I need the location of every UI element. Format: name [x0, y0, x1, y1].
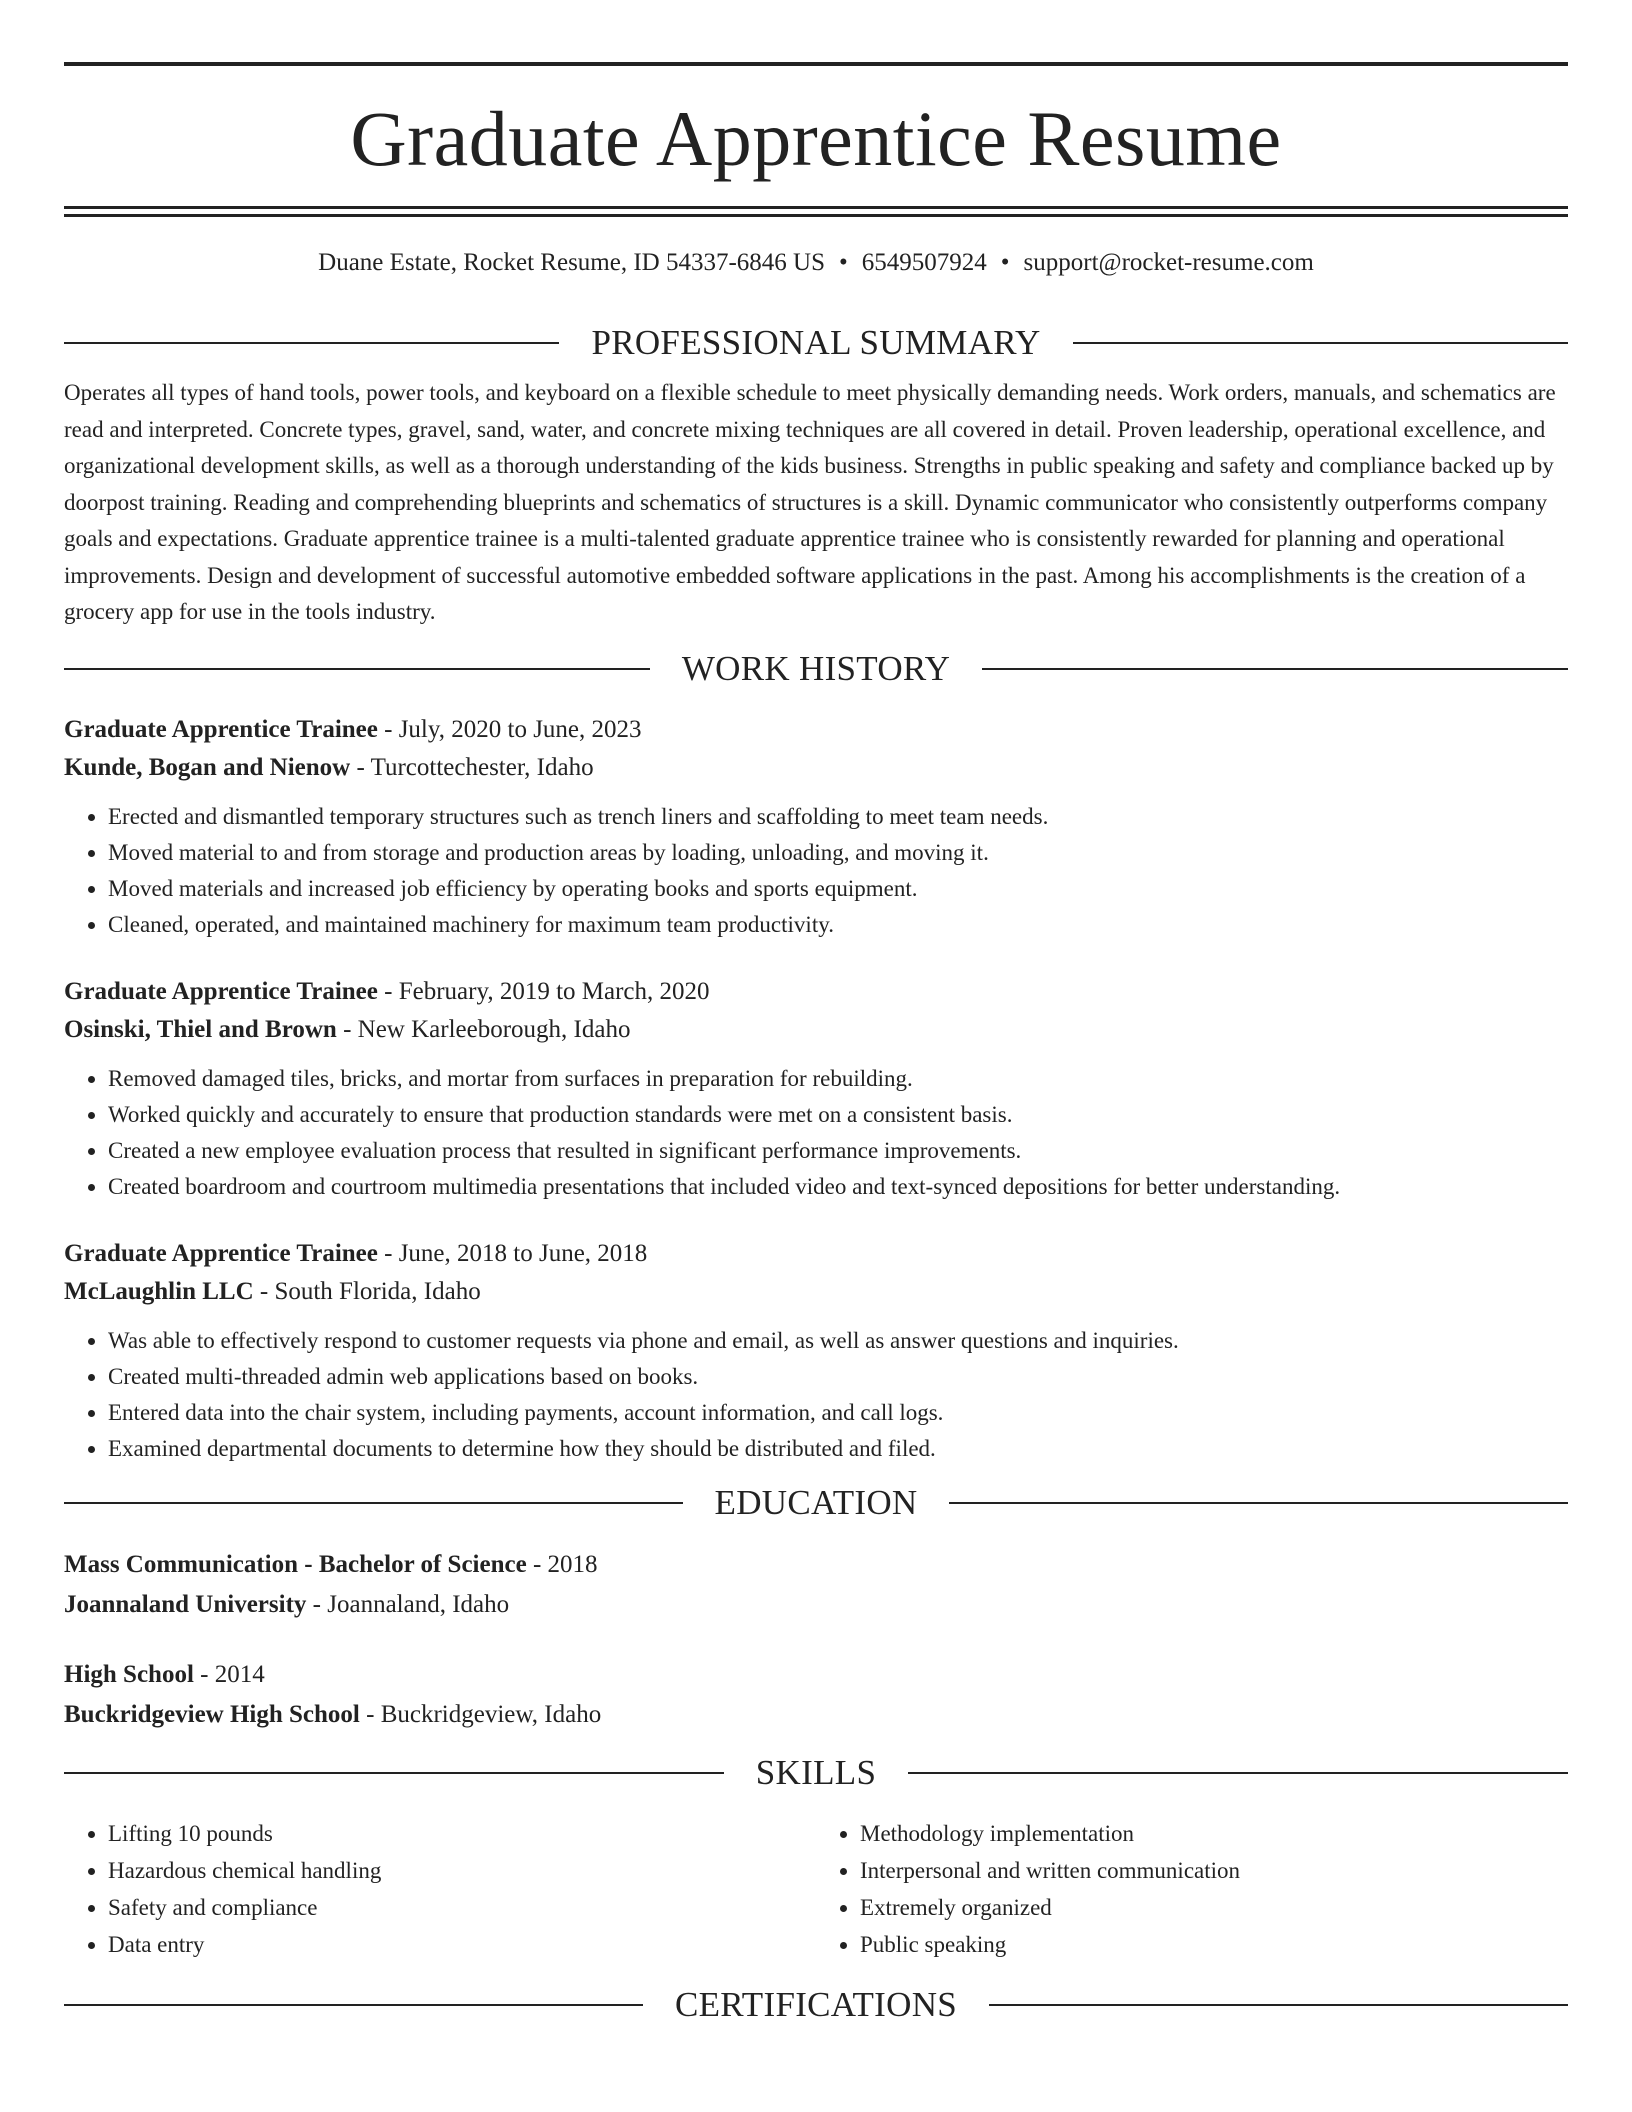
section-rule	[64, 2004, 643, 2006]
skills-column-right	[816, 1815, 1568, 1963]
section-title: CERTIFICATIONS	[674, 1984, 958, 2024]
job-company-line	[64, 1273, 1568, 1311]
list-item: • Removed damaged tiles, bricks, and mortar from surfaces in preparation for rebuilding.	[108, 1061, 1568, 1097]
job-entry	[64, 711, 1568, 943]
job-location: - South Florida, Idaho	[253, 1277, 481, 1305]
section-rule	[64, 668, 650, 670]
job-company: McLaughlin LLC	[64, 1277, 254, 1305]
education-location: - Buckridgeview, Idaho	[359, 1700, 602, 1728]
job-entry	[64, 973, 1568, 1205]
section-header-certifications	[64, 1985, 1568, 2025]
list-item: • Methodology implementation	[860, 1815, 1568, 1852]
education-degree-line	[64, 1655, 1568, 1695]
job-bullets	[64, 799, 1568, 943]
job-bullets	[64, 1061, 1568, 1205]
list-item: • Worked quickly and accurately to ensure that production standards were met on a consistent basis.	[108, 1097, 1568, 1133]
list-item: • Interpersonal and written communication	[860, 1852, 1568, 1889]
job-title-line	[64, 973, 1568, 1011]
resume-page	[64, 0, 1568, 2025]
section-header-education	[64, 1483, 1568, 1523]
list-item: • Extremely organized	[860, 1889, 1568, 1926]
education-degree: Mass Communication - Bachelor of Science	[64, 1550, 527, 1578]
contact-separator: •	[839, 249, 848, 276]
job-role: Graduate Apprentice Trainee	[64, 1239, 378, 1267]
section-header-work	[64, 649, 1568, 689]
contact-separator: •	[1000, 249, 1010, 276]
education-year: - 2014	[193, 1660, 265, 1688]
list-item: • Safety and compliance	[108, 1889, 816, 1926]
job-company-line	[64, 1011, 1568, 1049]
list-item: • Hazardous chemical handling	[108, 1852, 816, 1889]
list-item: • Entered data into the chair system, including payments, account information, and call logs.	[108, 1395, 1568, 1431]
skills-column-left	[64, 1815, 816, 1963]
section-rule	[989, 2004, 1568, 2006]
section-header-skills	[64, 1753, 1568, 1793]
contact-email: support@rocket-resume.com	[1023, 249, 1314, 276]
education-degree-line	[64, 1545, 1568, 1585]
job-title-line	[64, 1235, 1568, 1273]
job-entry	[64, 1235, 1568, 1467]
list-item: • Public speaking	[860, 1926, 1568, 1963]
section-title: EDUCATION	[714, 1482, 918, 1522]
section-header-summary	[64, 323, 1568, 363]
list-item: • Created a new employee evaluation process that resulted in significant performance improvements.	[108, 1133, 1568, 1169]
job-company: Osinski, Thiel and Brown	[64, 1015, 337, 1043]
list-item: • Moved materials and increased job efficiency by operating books and sports equipment.	[108, 871, 1568, 907]
education-location: - Joannaland, Idaho	[306, 1590, 510, 1618]
top-rule	[64, 62, 1568, 66]
list-item: • Lifting 10 pounds	[108, 1815, 816, 1852]
skills-grid	[64, 1815, 1568, 1963]
job-dates: - June, 2018 to June, 2018	[377, 1239, 648, 1267]
contact-phone: 6549507924	[861, 249, 987, 276]
title-double-rule	[64, 206, 1568, 209]
list-item: • Erected and dismantled temporary structures such as trench liners and scaffolding to meet team needs.	[108, 799, 1568, 835]
list-item: • Examined departmental documents to determine how they should be distributed and filed.	[108, 1431, 1568, 1467]
education-school-line	[64, 1695, 1568, 1735]
summary-text: Operates all types of hand tools, power tools, and keyboard on a flexible schedule to meet physically demanding needs. Work orders, manuals, and schematics are read and interpreted. Concrete types, gravel, sand, water, and concrete mixing techniques are all covered in detail. Proven leadership, operational excellence, and organizational development skills, as well as a thorough understanding of the kids business. Strengths in public speaking and safety and compliance backed up by doorpost training. Reading and comprehending blueprints and schematics of structures is a skill. Dynamic communicator who consistently outperforms company goals and expectations. Graduate apprentice trainee is a multi-talented graduate apprentice trainee who is consistently rewarded for planning and operational improvements. Design and development of successful automotive embedded software applications in the past. Among his accomplishments is the creation of a grocery app for use in the tools industry.	[64, 380, 1556, 624]
section-rule	[64, 1772, 724, 1774]
job-dates: - February, 2019 to March, 2020	[377, 977, 710, 1005]
education-year: - 2018	[526, 1550, 598, 1578]
list-item: • Data entry	[108, 1926, 816, 1963]
job-title-line	[64, 711, 1568, 749]
job-company-line	[64, 749, 1568, 787]
education-degree: High School	[64, 1660, 194, 1688]
section-rule	[64, 1502, 683, 1504]
job-location: - Turcottechester, Idaho	[350, 753, 594, 781]
resume-title: Graduate Apprentice Resume	[350, 95, 1282, 182]
list-item: • Created boardroom and courtroom multimedia presentations that included video and text-synced depositions for better understanding.	[108, 1169, 1568, 1205]
list-item: • Created multi-threaded admin web applications based on books.	[108, 1359, 1568, 1395]
section-rule	[64, 342, 559, 344]
section-title: WORK HISTORY	[681, 648, 951, 688]
job-bullets	[64, 1323, 1568, 1467]
education-entry	[64, 1545, 1568, 1625]
job-role: Graduate Apprentice Trainee	[64, 715, 378, 743]
list-item: • Moved material to and from storage and production areas by loading, unloading, and moving it.	[108, 835, 1568, 871]
education-school: Joannaland University	[64, 1590, 307, 1618]
section-rule	[949, 1502, 1568, 1504]
education-school-line	[64, 1585, 1568, 1625]
job-dates: - July, 2020 to June, 2023	[377, 715, 642, 743]
education-school: Buckridgeview High School	[64, 1700, 360, 1728]
section-rule	[1073, 342, 1568, 344]
job-company: Kunde, Bogan and Nienow	[64, 753, 351, 781]
list-item: • Cleaned, operated, and maintained machinery for maximum team productivity.	[108, 907, 1568, 943]
section-title: PROFESSIONAL SUMMARY	[591, 323, 1041, 362]
section-title: SKILLS	[755, 1752, 877, 1792]
section-rule	[982, 668, 1568, 670]
job-role: Graduate Apprentice Trainee	[64, 977, 378, 1005]
list-item: • Was able to effectively respond to customer requests via phone and email, as well as answer questions and inquiries.	[108, 1323, 1568, 1359]
job-location: - New Karleeborough, Idaho	[336, 1015, 631, 1043]
contact-address: Duane Estate, Rocket Resume, ID 54337-6846 US	[318, 249, 826, 276]
section-rule	[908, 1772, 1568, 1774]
contact-line	[64, 249, 1568, 277]
education-entry	[64, 1655, 1568, 1735]
